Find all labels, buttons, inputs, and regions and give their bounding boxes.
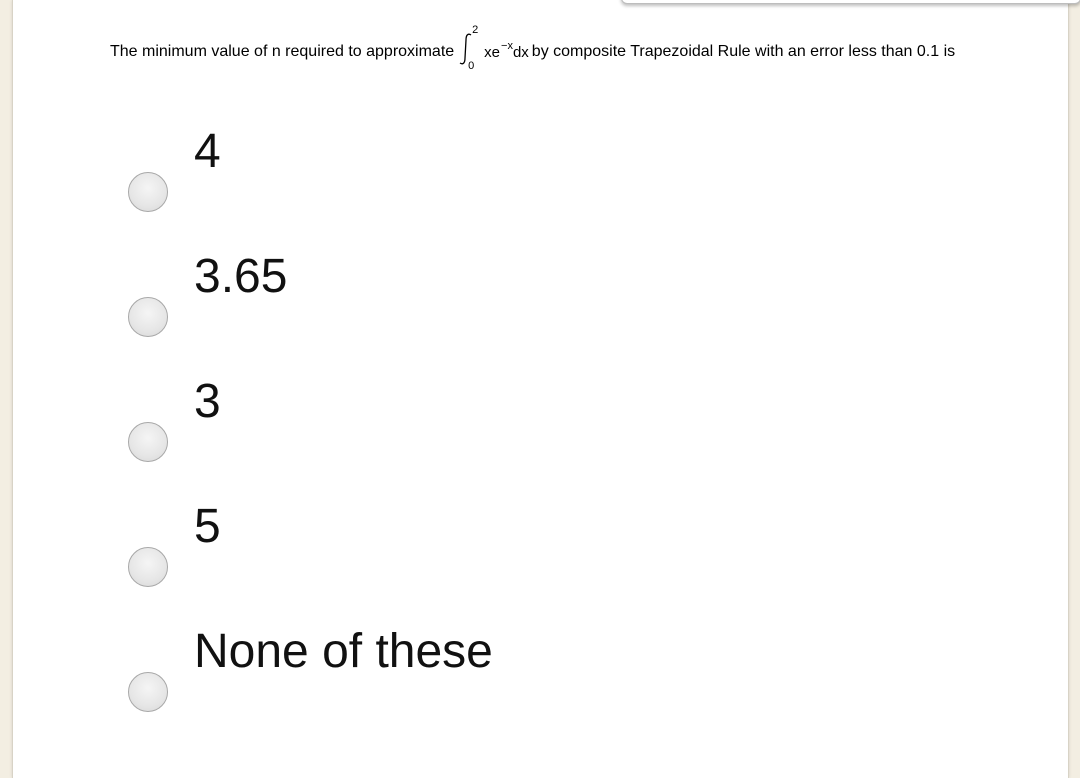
integrand-base: xe [484, 43, 501, 61]
answer-option-label: 3.65 [194, 250, 288, 303]
integral-upper-limit: 2 [472, 24, 479, 36]
answer-radio-button[interactable] [128, 672, 168, 712]
question-prefix: The minimum value of n required to approximate [110, 43, 455, 60]
question-card [12, 0, 1069, 778]
answer-option-label: 4 [194, 125, 221, 178]
integral-lower-limit: 0 [468, 60, 475, 72]
tooltip-popup-edge [621, 0, 1080, 4]
integrand-differential: dx [512, 43, 529, 61]
answer-radio-button[interactable] [128, 422, 168, 462]
answer-option-label: 5 [194, 500, 221, 553]
answer-radio-button[interactable] [128, 172, 168, 212]
answer-option-label: 3 [194, 375, 221, 428]
integral-symbol [456, 24, 484, 74]
integrand [484, 39, 529, 61]
answer-radio-button[interactable] [128, 297, 168, 337]
answer-radio-button[interactable] [128, 547, 168, 587]
question-text [110, 24, 955, 74]
question-suffix: by composite Trapezoidal Rule with an error less than 0.1 is [531, 43, 956, 60]
integrand-exponent: −x [501, 39, 513, 52]
answer-option-label: None of these [194, 625, 493, 678]
